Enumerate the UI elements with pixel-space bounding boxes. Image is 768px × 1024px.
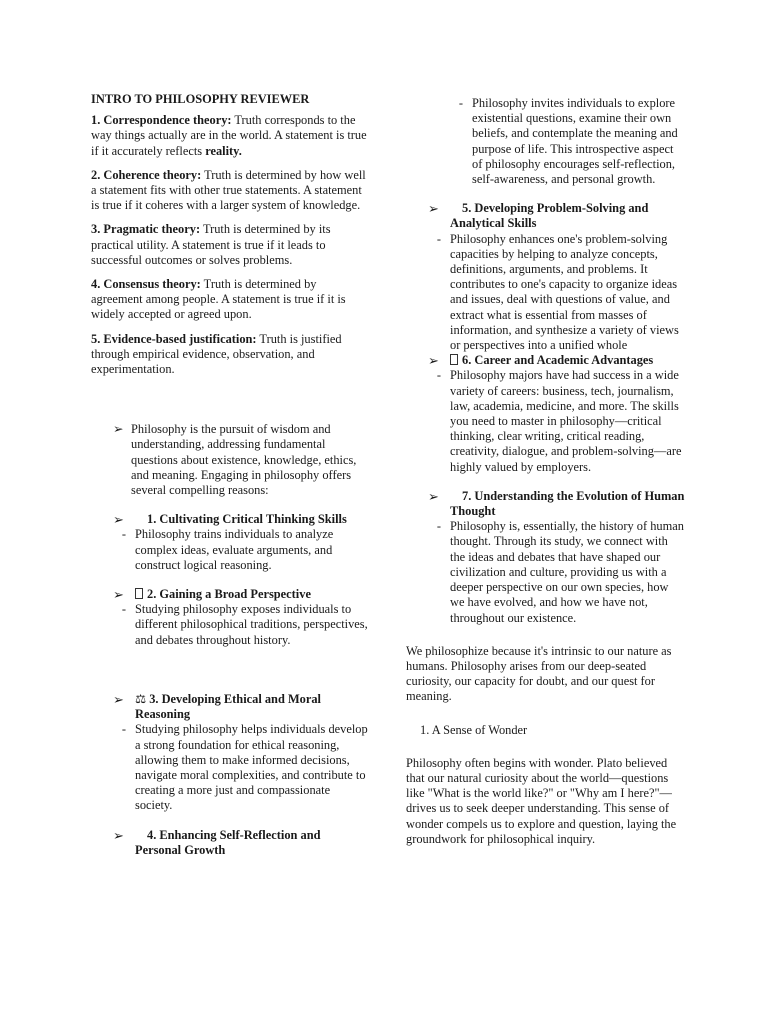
- reason-detail: [113, 722, 369, 813]
- reason-heading: [428, 353, 686, 368]
- scales-icon: ⚖: [135, 691, 147, 706]
- reason-detail: [113, 602, 369, 648]
- reason-heading: [113, 512, 369, 527]
- reason-heading: [113, 587, 369, 602]
- missing-glyph-icon: [135, 588, 143, 599]
- intro-text: Philosophy is the pursuit of wisdom and understanding, addressing fundamental questions about existence, knowledge, ethics, and meaning. Engaging in philosophy offers several compelling reasons:: [131, 422, 357, 498]
- reason-item: [428, 201, 686, 353]
- left-column: [91, 92, 369, 858]
- reason-item: [428, 353, 686, 475]
- reason-detail: [428, 368, 686, 474]
- theory-item: [91, 222, 369, 268]
- reason-heading: [428, 201, 686, 231]
- theory-item: [91, 168, 369, 214]
- reason-title: 6. Career and Academic Advantages: [462, 353, 654, 368]
- theory-term: 2. Coherence theory:: [91, 167, 202, 182]
- theory-term: 5. Evidence-based justification:: [91, 331, 257, 346]
- reason-text: Studying philosophy helps individuals develop a strong foundation for ethical reasoning, allowing them to make informed decisions, navigate moral complexities, and contribute to creating a more just and compassionate society.: [135, 722, 368, 813]
- reason-heading: [428, 489, 686, 519]
- reason-item: [113, 828, 369, 858]
- reason-detail: [428, 519, 686, 625]
- reason-item: [113, 512, 369, 573]
- dash-bullet: -: [121, 527, 127, 542]
- reason-item: [428, 489, 686, 626]
- missing-glyph-icon: [450, 354, 458, 365]
- wonder-paragraph: Philosophy often begins with wonder. Plato believed that our natural curiosity about the world—questions like "What is the world like?" or "Why am I here?"—drives us to seek deeper understanding. This sense of wonder compels us to explore and question, laying the groundwork for philosophical inquiry.: [406, 755, 677, 846]
- theory-term: 4. Consensus theory:: [91, 277, 201, 292]
- arrow-bullet-icon: ➢: [428, 353, 439, 369]
- arrow-bullet-icon: ➢: [113, 587, 124, 603]
- reason-text: Philosophy invites individuals to explore existential questions, examine their own beliefs, and contemplate the meaning and purpose of life. This introspective aspect of philosophy encourages self-reflection, self-awareness, and personal growth.: [472, 96, 678, 187]
- reason-detail: [113, 527, 369, 573]
- intro-bullet: [113, 422, 369, 498]
- theory-text: Truth is determined by how well a statement fits with other true statements. A statement is true if it coheres with a larger system of knowledge.: [91, 167, 366, 213]
- arrow-bullet-icon: ➢: [113, 422, 124, 437]
- theory-term: 3. Pragmatic theory:: [91, 222, 201, 237]
- reason-title: 1. Cultivating Critical Thinking Skills: [147, 512, 347, 527]
- reason-detail: [428, 232, 686, 354]
- reason-title: 4. Enhancing Self-Reflection and Personal Growth: [135, 827, 321, 857]
- dash-bullet: -: [121, 602, 127, 617]
- dash-bullet: -: [458, 96, 464, 110]
- reason-title: 7. Understanding the Evolution of Human Thought: [450, 488, 685, 519]
- sense-heading: 1. A Sense of Wonder: [420, 722, 528, 737]
- document-title: INTRO TO PHILOSOPHY REVIEWER: [91, 92, 310, 106]
- why-paragraph: We philosophize because it's intrinsic to our nature as humans. Philosophy arises from our deep-seated curiosity, our capacity for doubt, and our quest for meaning.: [406, 643, 672, 704]
- theory-text: Truth is justified through empirical evidence, observation, and experimentation.: [91, 331, 342, 377]
- theory-text: Truth is determined by agreement among people. A statement is true if it is widely accepted or agreed upon.: [91, 277, 346, 322]
- theory-text: Truth is determined by its practical utility. A statement is true if it leads to successful outcomes or solves problems.: [91, 222, 331, 267]
- dash-bullet: -: [121, 722, 127, 737]
- reason-heading: [113, 692, 369, 722]
- arrow-bullet-icon: ➢: [113, 827, 124, 843]
- right-column: [406, 96, 686, 847]
- reason-item: [113, 587, 369, 648]
- theory-text: Truth corresponds to the way things actually are in the world. A statement is true if it accurately reflects: [91, 113, 367, 158]
- theory-emphasis: reality.: [205, 143, 242, 158]
- reason-item: [113, 692, 369, 814]
- reason-text: Philosophy enhances one's problem-solving capacities by helping to analyze concepts, definitions, arguments, and problems. It contributes to one's capacity to organize ideas and issues, deal with questions of value, and extract what is essential from masses of information, and synthesize a variety of views or perspectives into a unified whole: [450, 231, 679, 353]
- dash-bullet: -: [436, 368, 442, 383]
- arrow-bullet-icon: ➢: [428, 201, 439, 217]
- dash-bullet: -: [436, 519, 442, 534]
- reason-detail: [450, 96, 686, 187]
- theory-item: [91, 277, 369, 323]
- dash-bullet: -: [436, 231, 442, 246]
- theory-item: [91, 332, 369, 378]
- theory-term: 1. Correspondence theory:: [91, 113, 232, 128]
- reason-text: Philosophy trains individuals to analyze complex ideas, evaluate arguments, and construct logical reasoning.: [135, 527, 334, 572]
- arrow-bullet-icon: ➢: [113, 512, 124, 528]
- reason-text: Philosophy majors have had success in a wide variety of careers: business, tech, journalism, law, academia, medicine, and more. The skills you need to master in philosophy—critical thinking, clear writing, critical reading, creativity, dialogue, and problem-solving—are highly valued by employers.: [450, 368, 682, 474]
- arrow-bullet-icon: ➢: [428, 488, 439, 504]
- reason-heading: [113, 828, 369, 858]
- reason-text: Philosophy is, essentially, the history of human thought. Through its study, we connect with the ideas and debates that have shaped our civilization and culture, providing us with a deeper perspective on our own species, how we have evolved, and how we have not, throughout our existence.: [450, 519, 684, 625]
- arrow-bullet-icon: ➢: [113, 691, 124, 707]
- theory-item: [91, 113, 369, 159]
- reason-title: 2. Gaining a Broad Perspective: [147, 587, 311, 602]
- reason-title: 3. Developing Ethical and Moral Reasoning: [135, 691, 321, 722]
- reason-title: 5. Developing Problem-Solving and Analytical Skills: [450, 201, 649, 231]
- reason-text: Studying philosophy exposes individuals to different philosophical traditions, perspectives, and debates throughout history.: [135, 602, 368, 647]
